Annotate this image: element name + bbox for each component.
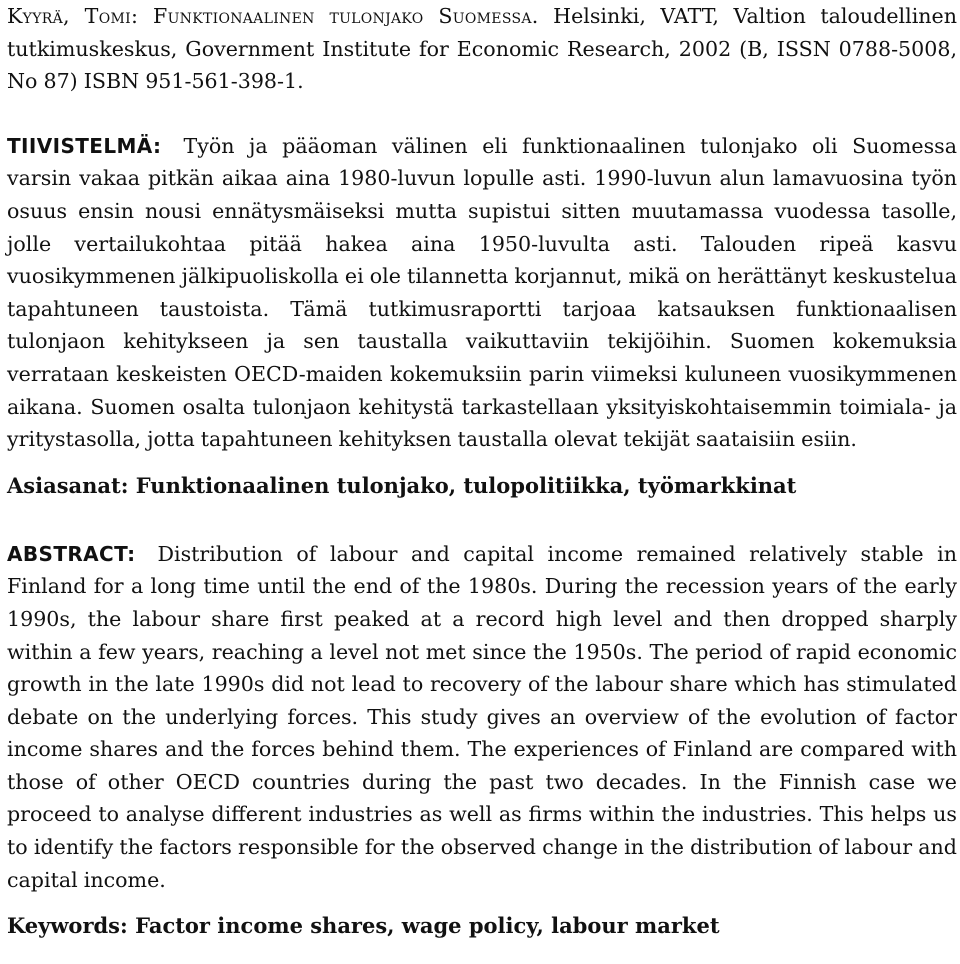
tiivistelma-label: TIIVISTELMÄ:	[7, 133, 162, 158]
citation	[7, 0, 957, 98]
document-body	[7, 0, 957, 942]
tiivistelma-section	[7, 130, 957, 456]
citation-author-title: Kyyrä, Tomi: Funktionaalinen tulonjako Suomessa.	[7, 4, 539, 28]
citation-details: Helsinki, VATT, Valtion taloudellinen tutkimuskeskus, Government Institute for Economic Research, 2002 (B, ISSN 0788-5008, No 87) ISBN 951-561-398-1.	[7, 4, 957, 94]
abstract-section	[7, 538, 957, 897]
abstract-text: Distribution of labour and capital income remained relatively stable in Finland for a long time until the end of the 1980s. During the recession years of the early 1990s, the labour share first peaked at a record high level and then dropped sharply within a few years, reaching a level not met since the 1950s. The period of rapid economic growth in the late 1990s did not lead to recovery of the labour share which has stimulated debate on the underlying forces. This study gives an overview of the evolution of factor income shares and the forces behind them. The experiences of Finland are compared with those of other OECD countries during the past two decades. In the Finnish case we proceed to analyse different industries as well as firms within the industries. This helps us to identify the factors responsible for the observed change in the distribution of labour and capital income.	[7, 541, 957, 892]
asiasanat-line: Asiasanat: Funktionaalinen tulonjako, tulopolitiikka, työmarkkinat	[7, 472, 797, 498]
abstract-label: ABSTRACT:	[7, 541, 136, 566]
keywords-line: Keywords: Factor income shares, wage policy, labour market	[7, 913, 720, 939]
tiivistelma-text: Työn ja pääoman välinen eli funktionaalinen tulonjako oli Suomessa varsin vakaa pitkän aikaa aina 1980-luvun lopulle asti. 1990-luvun alun lamavuosina työn osuus ensin nousi ennätysmäiseksi mutta supistui sitten muutamassa vuodessa tasolle, jolle vertailukohtaa pitää hakea aina 1950-luvulta asti. Talouden ripeä kasvu vuosikymmenen jälkipuoliskolla ei ole tilannetta korjannut, mikä on herättänyt keskustelua tapahtuneen taustoista. Tämä tutkimusraportti tarjoaa katsauksen funktionaalisen tulonjaon kehitykseen ja sen taustalla vaikuttaviin tekijöihin. Suomen kokemuksia verrataan keskeisten OECD-maiden kokemuksiin parin viimeksi kuluneen vuosikymmenen aikana. Suomen osalta tulonjaon kehitystä tarkastellaan yksityiskohtaisemmin toimiala- ja yritystasolla, jotta tapahtuneen kehityksen taustalla olevat tekijät saataisiin esiin.	[7, 133, 957, 452]
